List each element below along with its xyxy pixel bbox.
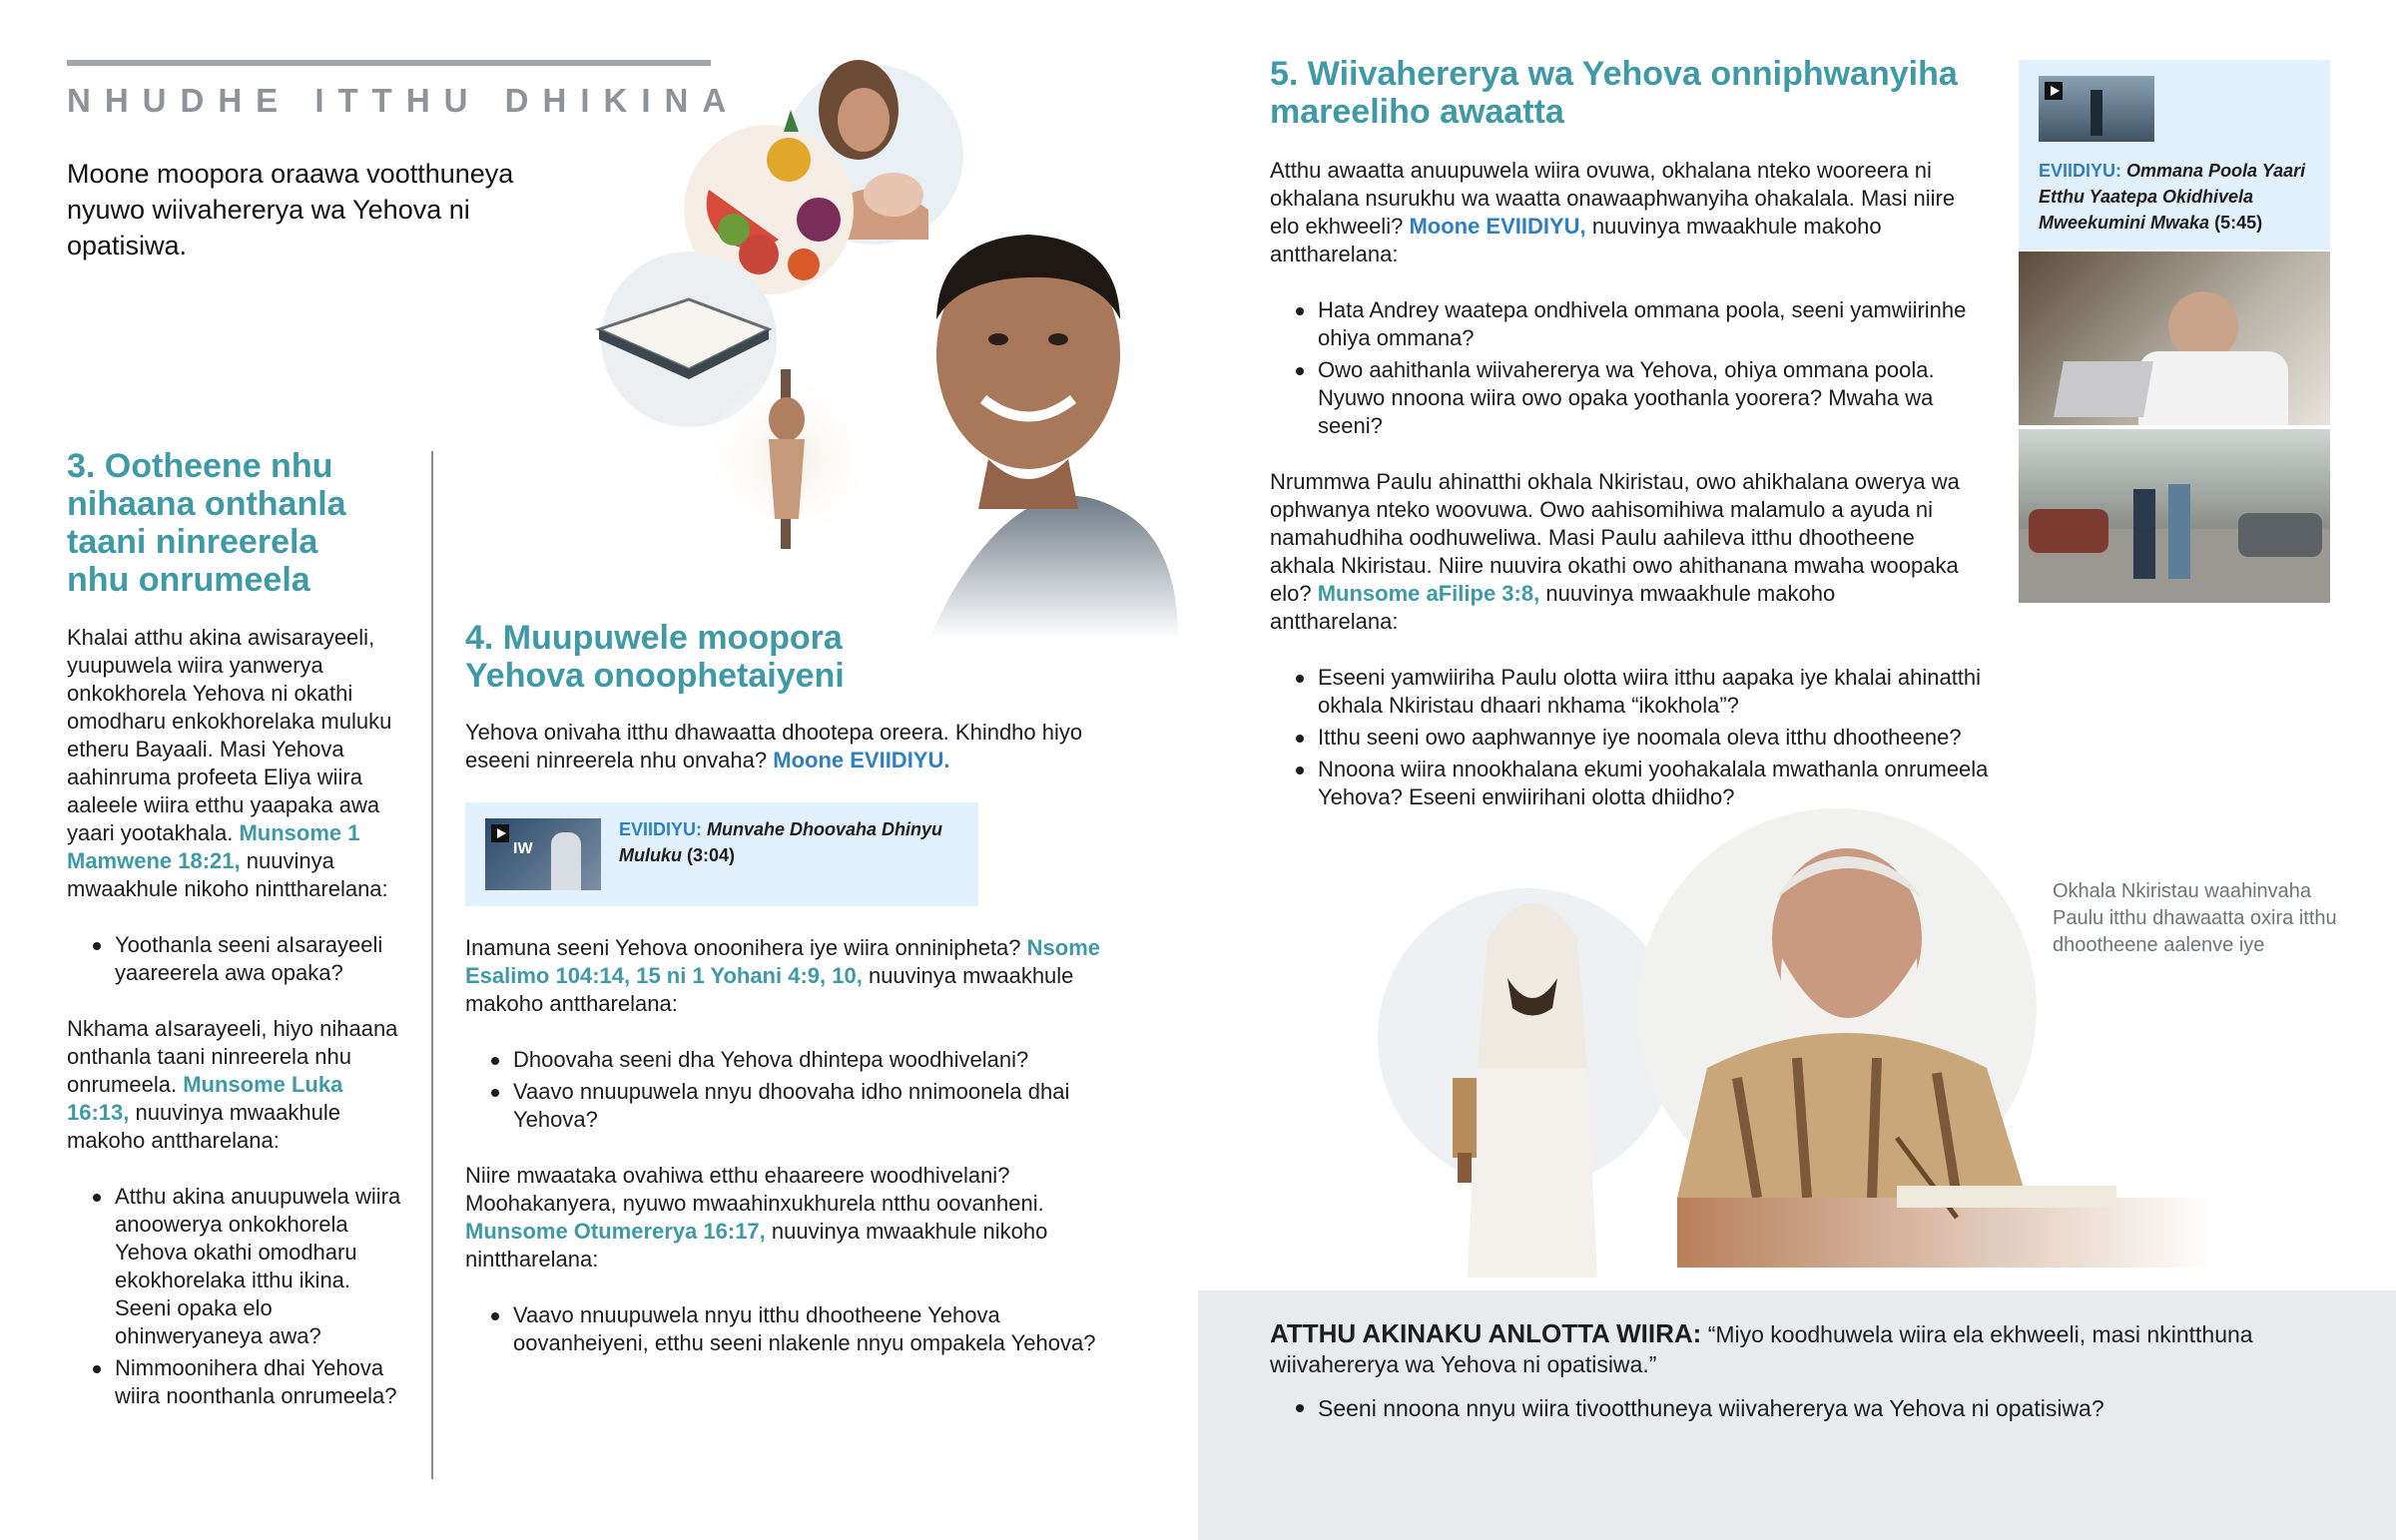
- section4-ref2[interactable]: Munsome Otumererya 16:17,: [465, 1219, 766, 1244]
- list-item: Owo aahithanla wiivahererya wa Yehova, ohiya ommana poola. Nyuwo nnoona wiira owo opaka yoothanla yoorera? Mwaha wa seeni?: [1270, 356, 1969, 440]
- list-item: Nnoona wiira nnookhalana ekumi yoohakalala mwathanla onrumeela Yehova? Eseeni enwiirihani olotta dhiidho?: [1270, 756, 2009, 811]
- section3-questions1: [67, 931, 406, 987]
- section3-title: 3. Ootheene nhu nihaana onthanla taani ninreerela nhu onrumeela: [67, 447, 346, 599]
- objection-quote: ATTHU AKINAKU ANLOTTA WIIRA: “Miyo koodhuwela wiira ela ekhweeli, masi nkintthuna wiivahererya wa Yehova ni opatisiwa.”: [1270, 1318, 2253, 1377]
- list-item: Seeni nnoona nnyu wiira tivootthuneya wiivahererya wa Yehova ni opatisiwa?: [1270, 1393, 2288, 1423]
- list-item: Nimmoonihera dhai Yehova wiira noonthanla onrumeela?: [67, 1354, 406, 1410]
- list-item: Itthu seeni owo aaphwannye iye noomala oleva itthu dhootheene?: [1270, 724, 2009, 752]
- section4-ref1[interactable]: Nsome Esalimo 104:14, 15 ni 1 Yohani 4:9, 10,: [465, 935, 1101, 988]
- section4-video-link[interactable]: Moone EVIIDIYU.: [773, 748, 950, 772]
- list-item: Atthu akina anuupuwela wiira anoowerya onkokhorela Yehova okathi omodharu ekokhorelaka itthu ikina. Seeni opaka elo ohinweryaneya awa?: [67, 1183, 406, 1350]
- section5-video-card[interactable]: [2019, 60, 2330, 250]
- section5-ref1[interactable]: Munsome aFilipe 3:8,: [1317, 581, 1540, 606]
- section5-paragraph2: Nrummwa Paulu ahinatthi okhala Nkiristau, owo ahikhalana owerya wa ophwanya nteko woovuwa. Owo aahisomihiwa malamulo a ayuda ni namahudhiha oodhuweliwa. Masi Paulu aahileva itthu dhootheene akhala Nkiristau. Niire nuuvira okathi owo ahithanana mwaha woopaka elo? Munsome aFilipe 3:8, nuuvinya mwaakhule makoho anttharelana:: [1270, 469, 1960, 634]
- objection-questions: [1270, 1393, 2288, 1423]
- section4-paragraph1: Yehova onivaha itthu dhawaatta dhootepa oreera. Khindho hiyo eseeni ninreerela nhu onvaha? Moone EVIIDIYU.: [465, 720, 1083, 772]
- objection-label: ATTHU AKINAKU ANLOTTA WIIRA:: [1270, 1318, 1702, 1348]
- list-item: Vaavo nnuupuwela nnyu itthu dhootheene Yehova oovanheiyeni, etthu seeni nlakenle nnyu ompakela Yehova?: [465, 1301, 1134, 1357]
- play-icon[interactable]: [491, 824, 509, 842]
- list-item: Dhoovaha seeni dha Yehova dhintepa woodhivelani?: [465, 1046, 1134, 1074]
- list-item: Eseeni yamwiiriha Paulu olotta wiira itthu aapaka iye khalai ahinatthi okhala Nkiristau dhaari nkhama “ikokhola”?: [1270, 664, 2009, 720]
- section3-ref1[interactable]: Munsome 1 Mamwene 18:21,: [67, 820, 360, 873]
- section4-paragraph2: Inamuna seeni Yehova onoonihera iye wiira onninipheta? Nsome Esalimo 104:14, 15 ni 1 Yohani 4:9, 10, nuuvinya mwaakhule makoho anttharelana:: [465, 935, 1101, 1016]
- intro-text: Moone moopora oraawa vootthuneya nyuwo wiivahererya wa Yehova ni opatisiwa.: [67, 159, 514, 260]
- section4-questions1: [465, 1046, 1134, 1134]
- section3-body: [67, 624, 406, 1438]
- section5-questions1: [1270, 296, 1969, 440]
- video-still-street: [2019, 429, 2330, 603]
- section3-paragraph2: Nkhama aIsarayeeli, hiyo nihaana onthanla taani ninreerela nhu onrumeela. Munsome Luka 16:13, nuuvinya mwaakhule makoho anttharelana:: [67, 1016, 398, 1153]
- section3-ref2[interactable]: Munsome Luka 16:13,: [67, 1072, 343, 1125]
- column-divider: [431, 451, 433, 1479]
- play-icon[interactable]: [2045, 82, 2063, 100]
- thumbnail-logo: IW: [513, 840, 533, 857]
- paul-illustration-caption: Okhala Nkiristau waahinvaha Paulu itthu dhawaatta oxira itthu dhootheene aalenve iye: [2053, 880, 2337, 956]
- section5-video-link[interactable]: Moone EVIIDIYU,: [1409, 214, 1586, 239]
- section5-body: [1270, 157, 2009, 839]
- section3-questions2: [67, 1183, 406, 1410]
- video-thumbnail[interactable]: [2039, 76, 2154, 142]
- list-item: Yoothanla seeni aIsarayeeli yaareerela awa opaka?: [67, 931, 406, 987]
- section3-paragraph1: Khalai atthu akina awisarayeeli, yuupuwela wiira yanwerya onkokhorela Yehova ni okathi omodharu enkokhorelaka muluku etheru Bayaali. Masi Yehova aahinruma profeeta Eliya wiira aaleele wiira etthu yaapaka awa yaari yootakhala. Munsome 1 Mamwene 18:21, nuuvinya mwaakhule nikoho ninttharelana:: [67, 625, 392, 901]
- video-thumbnail[interactable]: [485, 818, 601, 890]
- page-caps-title: NHUDHE ITTHU DHIKINA: [67, 82, 741, 119]
- video-still-laptop: [2019, 252, 2330, 425]
- section5-questions2: [1270, 664, 2009, 811]
- section4-body: [465, 934, 1134, 1385]
- section5-title: 5. Wiivahererya wa Yehova onniphwanyiha mareeliho awaatta: [1270, 55, 1958, 131]
- section5-paragraph1: Atthu awaatta anuupuwela wiira ovuwa, okhalana nteko wooreera ni okhalana nsurukhu wa waatta onawaaphwanyiha ohakalala. Masi niire elo ekhweeli? Moone EVIIDIYU, nuuvinya mwaakhule makoho anttharelana:: [1270, 158, 1956, 266]
- list-item: Vaavo nnuupuwela nnyu dhoovaha idho nnimoonela dhai Yehova?: [465, 1078, 1134, 1134]
- section5-video-label: EVIIDIYU: Ommana Poola Yaari Etthu Yaatepa Okidhivela Mweekumini Mwaka (5:45): [2039, 161, 2306, 233]
- section4-title: 4. Muupuwele moopora Yehova onoophetaiyeni: [465, 619, 845, 695]
- section4-video-card[interactable]: [465, 802, 978, 906]
- collage-illustration: [559, 40, 1178, 639]
- section4-paragraph3: Niire mwaataka ovahiwa etthu ehaareere woodhivelani? Moohakanyera, nyuwo mwaahinxukhurela ntthu oovanheni. Munsome Otumererya 16:17, nuuvinya mwaakhule nikoho ninttharelana:: [465, 1163, 1048, 1272]
- section4-video-label: EVIIDIYU: Munvahe Dhoovaha Dhinyu Muluku (3:04): [619, 819, 943, 865]
- section4-questions2: [465, 1301, 1134, 1357]
- list-item: Hata Andrey waatepa ondhivela ommana poola, seeni yamwiirinhe ohiya ommana?: [1270, 296, 1969, 352]
- objection-text: [1270, 1318, 2288, 1451]
